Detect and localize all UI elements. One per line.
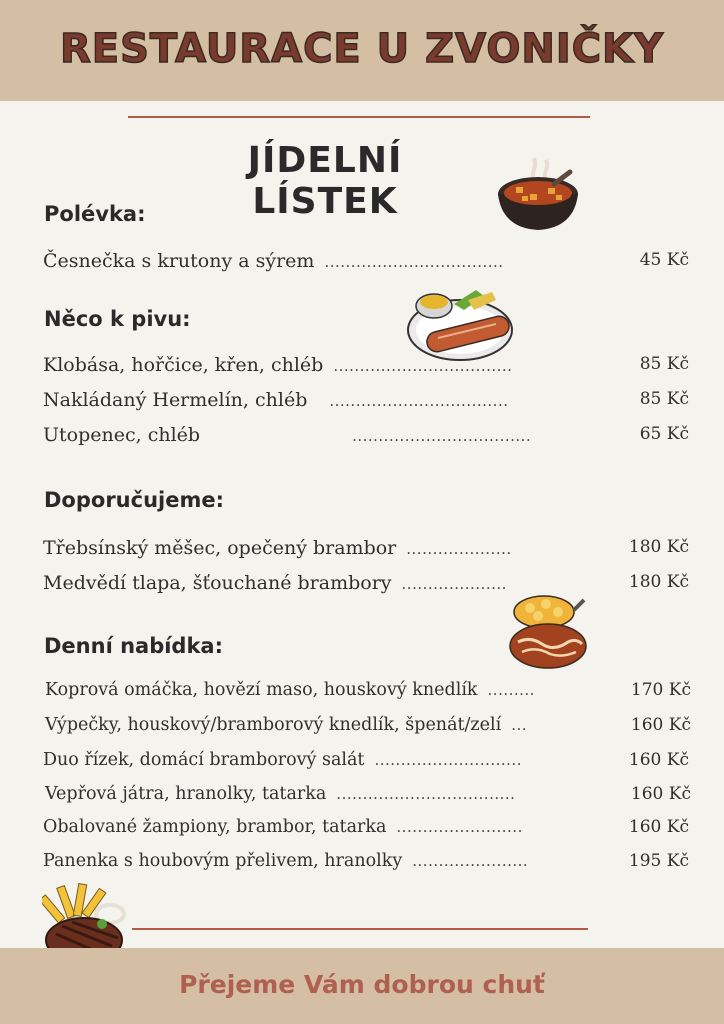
menu-item-price: 170 Kč bbox=[630, 680, 691, 700]
menu-item-price: 195 Kč bbox=[628, 851, 689, 871]
menu-item-price: 65 Kč bbox=[639, 424, 689, 444]
section-title-doporucujeme: Doporučujeme: bbox=[44, 488, 224, 512]
menu-item-name: Utopenec, chléb bbox=[43, 424, 201, 446]
menu-item-price: 160 Kč bbox=[628, 817, 689, 837]
section-title-denni-nabidka: Denní nabídka: bbox=[44, 634, 224, 658]
menu-item-dots: ......... bbox=[487, 681, 535, 699]
restaurant-name: RESTAURACE U ZVONIČKY bbox=[59, 26, 665, 72]
section-title-neco-k-pivu: Něco k pivu: bbox=[44, 307, 191, 331]
menu-item-dots: .................... bbox=[401, 575, 507, 593]
menu-item-price: 160 Kč bbox=[630, 784, 691, 804]
menu-item-dots: ...................... bbox=[412, 852, 529, 870]
menu-item-dots: ... bbox=[511, 716, 528, 734]
menu-item-name: Klobása, hořčice, křen, chléb bbox=[43, 354, 324, 376]
menu-item-name: Panenka s houbovým přelivem, hranolky bbox=[43, 851, 403, 871]
menu-item-name: Obalované žampiony, brambor, tatarka bbox=[43, 817, 387, 837]
menu-item-name: Vepřová játra, hranolky, tatarka bbox=[45, 784, 327, 804]
menu-item bbox=[43, 572, 691, 598]
menu-item bbox=[43, 424, 691, 450]
menu-item-price: 85 Kč bbox=[639, 389, 689, 409]
menu-item-price: 45 Kč bbox=[639, 250, 689, 270]
menu-item bbox=[45, 680, 693, 706]
menu-item-price: 85 Kč bbox=[639, 354, 689, 374]
footer-greeting: Přejeme Vám dobrou chuť bbox=[179, 970, 545, 999]
menu-item bbox=[45, 715, 693, 741]
menu-item-dots: .................................. bbox=[329, 392, 509, 410]
top-divider bbox=[128, 116, 590, 118]
menu-item bbox=[43, 851, 691, 877]
menu-item-price: 180 Kč bbox=[628, 572, 689, 592]
menu-item-name: Nakládaný Hermelín, chléb bbox=[43, 389, 308, 411]
menu-item-name: Česnečka s krutony a sýrem bbox=[43, 250, 315, 272]
menu-item-price: 160 Kč bbox=[630, 715, 691, 735]
schnitzel-plate-icon bbox=[506, 592, 590, 674]
menu-item-name: Koprová omáčka, hovězí maso, houskový knedlík bbox=[45, 680, 478, 700]
menu-item-price: 160 Kč bbox=[628, 750, 689, 770]
menu-item-name: Medvědí tlapa, šťouchané brambory bbox=[43, 572, 392, 594]
menu-item-name: Výpečky, houskový/bramborový knedlík, špenát/zelí bbox=[45, 715, 502, 735]
menu-item-dots: .................... bbox=[406, 540, 512, 558]
section-title-polevka: Polévka: bbox=[44, 202, 146, 226]
menu-item-name: Třebsínský měšec, opečený brambor bbox=[43, 537, 397, 559]
menu-item-dots: .................................. bbox=[352, 427, 532, 445]
menu-item-name: Duo řízek, domácí bramborový salát bbox=[43, 750, 365, 770]
menu-item-dots: ............................ bbox=[374, 751, 522, 769]
menu-item bbox=[45, 784, 693, 810]
menu-item-dots: ........................ bbox=[396, 818, 523, 836]
menu-item bbox=[43, 250, 691, 276]
menu-item-dots: .................................. bbox=[336, 785, 516, 803]
menu-item bbox=[43, 817, 691, 843]
bottom-divider bbox=[132, 928, 588, 930]
soup-bowl-icon bbox=[494, 150, 582, 234]
menu-item-dots: .................................. bbox=[324, 253, 504, 271]
menu-item bbox=[43, 750, 691, 776]
menu-item bbox=[43, 537, 691, 563]
sausage-plate-icon bbox=[404, 280, 514, 364]
menu-item bbox=[43, 354, 691, 380]
menu-item bbox=[43, 389, 691, 415]
menu-item-price: 180 Kč bbox=[628, 537, 689, 557]
menu-item-dots: .................................. bbox=[333, 357, 513, 375]
menu-title: JÍDELNÍ LÍSTEK bbox=[247, 140, 403, 222]
